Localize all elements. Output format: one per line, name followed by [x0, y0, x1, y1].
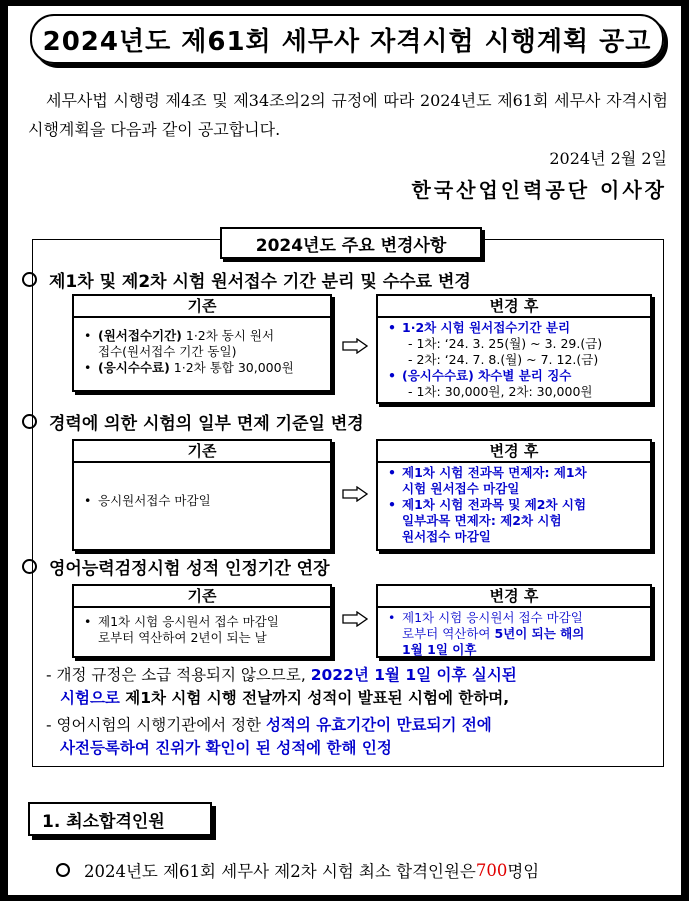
issuing-organization: 한국산업인력공단 이사장 — [411, 178, 667, 202]
change-heading-1: 제1차 및 제2차 시험 원서접수 기간 분리 및 수수료 변경 — [22, 267, 471, 292]
minimum-pass-statement: 2024년도 제61회 세무사 제2차 시험 최소 합격인원은 700 명임 — [56, 858, 539, 882]
before-box-1: 기존 • (원서접수기간) 1·2차 동시 원서 접수(원서접수 기간 동일) • (응시수수료) 1·2차 통합 30,000원 — [72, 294, 332, 392]
notice-page — [8, 6, 681, 895]
notice-date: 2024년 2월 2일 — [549, 149, 667, 168]
right-arrow-icon — [342, 611, 368, 627]
changes-title: 2024년도 주요 변경사항 — [220, 227, 482, 259]
before-box-3: 기존 • 제1차 시험 응시원서 접수 마감일 로부터 역산하여 2년이 되는 날 — [72, 584, 332, 658]
circle-bullet-icon — [22, 272, 37, 287]
right-arrow-icon — [342, 338, 368, 354]
note-retroactive: - 개정 규정은 소급 적용되지 않으므로, 2022년 1월 1일 이후 실시된 시험으로 제1차 시험 시행 전날까지 성적이 발표된 시험에 한하며, — [46, 666, 517, 707]
after-header: 변경 후 — [378, 441, 650, 463]
right-arrow-icon — [342, 486, 368, 502]
after-header: 변경 후 — [378, 296, 650, 318]
after-box-2: 변경 후 • 제1차 시험 전과목 면제자: 제1차 시험 원서접수 마감일 • 제1차 시험 전과목 및 제2차 시험 일부과목 면제자: 제2차 시험 원서접수 마감일 — [376, 439, 652, 551]
after-header: 변경 후 — [378, 586, 650, 608]
change-heading-2: 경력에 의한 시험의 일부 면제 기준일 변경 — [22, 409, 364, 434]
before-header: 기존 — [74, 296, 330, 318]
circle-bullet-icon — [56, 863, 70, 877]
section-1-title: 1. 최소합격인원 — [28, 802, 212, 836]
after-box-1: 변경 후 • 1·2차 시험 원서접수기간 분리 - 1차: ‘24. 3. 25(월) ~ 3. 29.(금) - 2차: ‘24. 7. 8.(월) ~ 7. 12.(금) • (응시수수료) 차수별 분리 징수 - 1차: 30,000원, 2차: 30,000원 — [376, 294, 652, 404]
after-box-3: 변경 후 • 제1차 시험 응시원서 접수 마감일 로부터 역산하여 5년이 되는 해의 1월 1일 이후 — [376, 584, 652, 658]
minimum-pass-number: 700 — [475, 860, 508, 880]
circle-bullet-icon — [22, 559, 37, 574]
before-header: 기존 — [74, 441, 330, 463]
notice-title: 2024년도 제61회 세무사 자격시험 시행계획 공고 — [30, 14, 664, 64]
circle-bullet-icon — [22, 414, 37, 429]
intro-paragraph: 세무사법 시행령 제4조 및 제34조의2의 규정에 따라 2024년도 제61회 세무사 자격시험 시행계획을 다음과 같이 공고합니다. — [28, 91, 668, 139]
note-validity: - 영어시험의 시행기관에서 정한 성적의 유효기간이 만료되기 전에 사전등록하여 진위가 확인이 된 성적에 한해 인정 — [46, 716, 492, 757]
before-header: 기존 — [74, 586, 330, 608]
change-heading-3: 영어능력검정시험 성적 인정기간 연장 — [22, 554, 330, 579]
before-box-2: 기존 • 응시원서접수 마감일 — [72, 439, 332, 551]
